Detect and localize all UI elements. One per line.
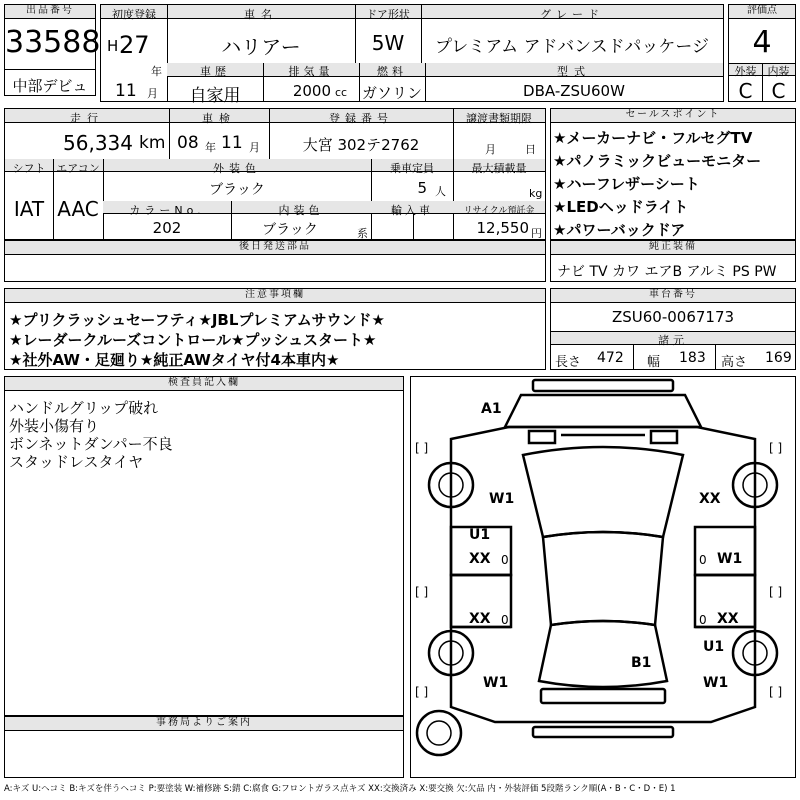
capacity-unit: 人 [435,185,446,198]
score-label: 評価点 [729,5,795,19]
first-reg-year-unit: 年 [151,65,162,78]
chassis-no-label: 車台番号 [551,289,795,303]
damage-b1: B1 [631,655,652,671]
width: 183 [679,350,706,366]
grade: プレミアム アドバンスドパッケージ [434,37,709,57]
reg-no-label: 登録番号 [329,112,393,125]
length-label: 長さ [555,355,582,370]
door-label: ドア形状 [366,8,410,21]
detail-box [4,108,546,240]
office-box [4,716,404,778]
inspector-note-2: 外装小傷有り [9,417,100,435]
int-color: ブラック [262,222,318,238]
ext-color-label: 外装色 [213,162,261,175]
import-label: 輸入車 [391,204,433,217]
first-reg-era: H [107,37,119,55]
int-color-label: 内装色 [278,204,324,217]
first-reg-month-unit: 月 [147,87,158,100]
bracket-right-top: [ ] [769,441,783,455]
bracket-right-bot: [ ] [769,685,783,699]
bracket-left-top: [ ] [415,441,429,455]
inspection-year-unit: 年 [205,141,216,154]
recycle-label: リサイクル預託金 [463,206,535,216]
transfer-docs-label: 譲渡書類期限 [466,112,532,125]
inspector-note-3: ボンネットダンパー不良 [9,435,173,453]
zero-right-1: 0 [699,553,707,567]
lot-box [4,4,101,96]
damage-w1-rr: W1 [703,675,729,691]
recycle: 12,550 [476,219,529,237]
caution-label: 注意事項欄 [5,289,545,303]
height: 169 [765,350,792,366]
max-load-unit: kg [529,187,543,200]
inspector-note-4: スタッドレスタイヤ [9,453,144,471]
capacity-label: 乗車定員 [390,162,434,175]
interior-grade: C [771,79,786,103]
damage-u1-r: U1 [703,639,725,655]
int-color-unit: 系 [357,227,368,240]
lot-no: 33588 [5,25,101,60]
aircon: AAC [57,197,99,221]
damage-w1-r1: W1 [717,551,743,567]
bracket-right-mid: [ ] [769,585,783,599]
color-no: 202 [152,219,182,237]
inspector-label: 検査員記入欄 [5,377,403,391]
bracket-left-mid: [ ] [415,585,429,599]
main-info-box [100,4,724,106]
length: 472 [597,350,624,366]
later-parts-label: 後日発送部品 [5,241,545,255]
color-no-label: カラーNo. [129,204,205,217]
ext-color: ブラック [209,182,265,198]
zero-right-2: 0 [699,613,707,627]
inspection-year: 08 [177,133,199,153]
damage-w1-fl: W1 [489,491,515,507]
aircon-label: エアコン [56,162,100,175]
exterior-grade: C [738,79,753,103]
first-reg-month: 11 [115,81,137,101]
sales-points-label: セールスポイント [551,109,795,123]
fuel-label: 燃料 [377,65,407,78]
score: 4 [752,25,772,60]
chassis-no: ZSU60-0067173 [611,308,735,326]
sales-point-2: ★パノラミックビューモニター [553,152,762,170]
grade-label: グレード [540,8,604,21]
damage-xx-r2: XX [717,611,739,627]
transfer-month-unit: 月 [485,143,496,156]
inspection-month-unit: 月 [249,141,260,154]
fuel: ガソリン [361,84,422,102]
inspection-month: 11 [221,133,243,153]
caution-line-3: ★社外AW・足廻り★純正AWタイヤ付4本車内★ [9,351,340,369]
sales-points-box [550,108,796,240]
displacement: 2000 [292,82,331,100]
car-outline [411,377,795,777]
car-name: ハリアー [221,35,301,59]
transfer-day-unit: 日 [525,143,536,156]
score-box [728,4,796,102]
sales-point-5: ★パワーバックドア [553,221,686,239]
specs-label: 諸元 [658,334,688,347]
damage-xx-l1: XX [469,551,491,567]
caution-line-2: ★レーダークルーズコントロール★プッシュスタート★ [9,331,377,349]
caution-box [4,288,546,370]
std-equipment: ナビ TV カワ エアB アルミ PS PW [557,264,777,280]
sales-point-1: ★メーカーナビ・フルセグTV [553,129,753,147]
history-label: 車歴 [200,65,230,78]
inspection-label: 車検 [202,112,236,125]
shift: IAT [13,197,45,221]
model-code: DBA-ZSU60W [523,82,625,100]
chassis-box [550,288,796,370]
history: 自家用 [189,86,241,106]
later-parts-box [4,240,546,282]
bracket-left-bot: [ ] [415,685,429,699]
interior-label: 内装 [767,65,790,78]
width-label: 幅 [647,355,661,370]
std-equipment-box [550,240,796,282]
sales-point-3: ★ハーフレザーシート [553,175,700,193]
displacement-label: 排気量 [288,65,334,78]
damage-diagram [410,376,796,778]
car-name-label: 車名 [244,8,278,21]
sales-point-4: ★LEDヘッドライト [553,198,689,216]
inspector-box [4,376,404,716]
mileage: 56,334 [63,131,133,155]
exterior-label: 外装 [734,65,757,78]
height-label: 高さ [721,355,748,370]
damage-xx-fr: XX [699,491,721,507]
inspector-note-1: ハンドルグリップ破れ [9,399,159,417]
legend: A:キズ U:ヘコミ B:キズを伴うヘコミ P:要塗装 W:補修跡 S:錆 C:腐食 G:フロントガラス点キズ XX:交換済み X:要交換 欠:欠品 内・外装評価 5段階ランク順(A・B・C・D・E) 1 [4,784,676,794]
shift-label: シフト [12,162,46,175]
reg-no: 大宮 302テ2762 [302,136,420,154]
mileage-unit: km [139,133,166,153]
first-reg-label: 初度登録 [112,8,156,21]
mileage-label: 走行 [70,112,104,125]
damage-w1-rl: W1 [483,675,509,691]
recycle-unit: 円 [531,227,542,240]
office-label: 事務局よりご案内 [5,717,403,731]
capacity: 5 [417,179,427,197]
venue: 中部デビュ [12,77,88,95]
damage-a1: A1 [481,401,502,417]
zero-left-1: 0 [501,553,509,567]
caution-line-1: ★プリクラッシュセーフティ★JBLプレミアムサウンド★ [9,311,385,329]
damage-xx-l2: XX [469,611,491,627]
zero-left-2: 0 [501,613,509,627]
first-reg-year: 27 [119,31,150,59]
lot-no-label: 出品番号 [5,5,95,19]
damage-u1-l: U1 [469,527,491,543]
max-load-label: 最大積載量 [471,162,527,175]
model-code-label: 型式 [557,65,591,78]
displacement-unit: cc [335,86,348,99]
std-equipment-label: 純正装備 [551,241,795,255]
door-type: 5W [371,31,405,55]
